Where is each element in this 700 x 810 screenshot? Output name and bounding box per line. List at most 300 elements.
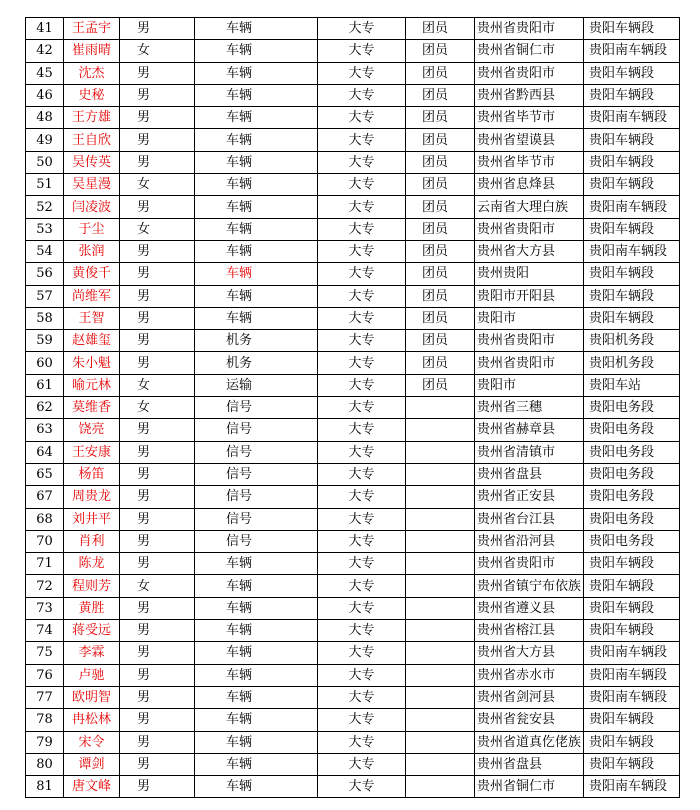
row-number: 64 [26, 441, 64, 463]
department-cell: 车辆 [195, 151, 318, 173]
origin-cell: 云南省大理白族 [475, 196, 584, 218]
department-cell: 车辆 [195, 753, 318, 775]
work-unit-cell: 贵阳车辆段 [584, 129, 680, 151]
origin-cell: 贵州省镇宁布依族 [475, 575, 584, 597]
row-number: 56 [26, 263, 64, 285]
political-status-cell [406, 397, 475, 419]
work-unit-cell: 贵阳电务段 [584, 463, 680, 485]
origin-cell: 贵州省正安县 [475, 486, 584, 508]
department-cell: 车辆 [195, 620, 318, 642]
table-row [26, 240, 680, 262]
department-cell: 车辆 [195, 731, 318, 753]
political-status-cell: 团员 [406, 352, 475, 374]
political-status-cell: 团员 [406, 62, 475, 84]
name-cell: 饶亮 [64, 419, 120, 441]
origin-cell: 贵州省台江县 [475, 508, 584, 530]
department-cell: 车辆 [195, 129, 318, 151]
row-number: 71 [26, 553, 64, 575]
table-row [26, 642, 680, 664]
origin-cell: 贵州贵阳 [475, 263, 584, 285]
education-cell: 大专 [318, 84, 406, 106]
name-cell: 肖利 [64, 530, 120, 552]
table-row [26, 151, 680, 173]
row-number: 68 [26, 508, 64, 530]
table-row [26, 620, 680, 642]
department-cell: 车辆 [195, 575, 318, 597]
political-status-cell: 团员 [406, 240, 475, 262]
department-cell: 车辆 [195, 709, 318, 731]
education-cell: 大专 [318, 374, 406, 396]
gender-cell: 男 [120, 307, 195, 329]
origin-cell: 贵州省毕节市 [475, 151, 584, 173]
education-cell: 大专 [318, 40, 406, 62]
name-cell: 冉松林 [64, 709, 120, 731]
department-cell: 车辆 [195, 40, 318, 62]
origin-cell: 贵州省大方县 [475, 642, 584, 664]
work-unit-cell: 贵阳车辆段 [584, 151, 680, 173]
name-cell: 黄俊千 [64, 263, 120, 285]
political-status-cell: 团员 [406, 307, 475, 329]
political-status-cell [406, 486, 475, 508]
row-number: 80 [26, 753, 64, 775]
table-row [26, 129, 680, 151]
row-number: 58 [26, 307, 64, 329]
political-status-cell: 团员 [406, 40, 475, 62]
name-cell: 王安康 [64, 441, 120, 463]
name-cell: 崔雨晴 [64, 40, 120, 62]
table-row [26, 731, 680, 753]
political-status-cell [406, 731, 475, 753]
work-unit-cell: 贵阳南车辆段 [584, 40, 680, 62]
education-cell: 大专 [318, 419, 406, 441]
origin-cell: 贵州省盘县 [475, 463, 584, 485]
education-cell: 大专 [318, 597, 406, 619]
table-row [26, 174, 680, 196]
table-row [26, 196, 680, 218]
department-cell: 机务 [195, 330, 318, 352]
gender-cell: 女 [120, 174, 195, 196]
name-cell: 李霖 [64, 642, 120, 664]
origin-cell: 贵阳市 [475, 374, 584, 396]
origin-cell: 贵州省剑河县 [475, 686, 584, 708]
education-cell: 大专 [318, 285, 406, 307]
education-cell: 大专 [318, 731, 406, 753]
roster-table [25, 17, 680, 798]
department-cell: 车辆 [195, 307, 318, 329]
work-unit-cell: 贵阳电务段 [584, 486, 680, 508]
political-status-cell: 团员 [406, 107, 475, 129]
education-cell: 大专 [318, 352, 406, 374]
table-row [26, 776, 680, 798]
political-status-cell [406, 553, 475, 575]
name-cell: 程则芳 [64, 575, 120, 597]
department-cell: 车辆 [195, 664, 318, 686]
origin-cell: 贵州省铜仁市 [475, 40, 584, 62]
work-unit-cell: 贵阳南车辆段 [584, 107, 680, 129]
row-number: 46 [26, 84, 64, 106]
gender-cell: 男 [120, 107, 195, 129]
row-number: 79 [26, 731, 64, 753]
name-cell: 张润 [64, 240, 120, 262]
education-cell: 大专 [318, 486, 406, 508]
gender-cell: 男 [120, 330, 195, 352]
work-unit-cell: 贵阳车辆段 [584, 174, 680, 196]
origin-cell: 贵州省贵阳市 [475, 352, 584, 374]
department-cell: 车辆 [195, 285, 318, 307]
origin-cell: 贵州省贵阳市 [475, 62, 584, 84]
education-cell: 大专 [318, 218, 406, 240]
origin-cell: 贵州省铜仁市 [475, 776, 584, 798]
table-row [26, 597, 680, 619]
gender-cell: 男 [120, 530, 195, 552]
gender-cell: 男 [120, 240, 195, 262]
department-cell: 信号 [195, 508, 318, 530]
gender-cell: 男 [120, 419, 195, 441]
name-cell: 宋令 [64, 731, 120, 753]
origin-cell: 贵阳市 [475, 307, 584, 329]
political-status-cell: 团员 [406, 196, 475, 218]
table-row [26, 508, 680, 530]
gender-cell: 男 [120, 731, 195, 753]
row-number: 77 [26, 686, 64, 708]
table-row [26, 40, 680, 62]
name-cell: 闫凌波 [64, 196, 120, 218]
table-row [26, 330, 680, 352]
gender-cell: 女 [120, 575, 195, 597]
table-row [26, 263, 680, 285]
row-number: 67 [26, 486, 64, 508]
education-cell: 大专 [318, 575, 406, 597]
gender-cell: 男 [120, 62, 195, 84]
table-row [26, 397, 680, 419]
table-row [26, 709, 680, 731]
origin-cell: 贵州省沿河县 [475, 530, 584, 552]
education-cell: 大专 [318, 330, 406, 352]
education-cell: 大专 [318, 620, 406, 642]
education-cell: 大专 [318, 397, 406, 419]
department-cell: 信号 [195, 486, 318, 508]
department-cell: 车辆 [195, 18, 318, 40]
gender-cell: 男 [120, 18, 195, 40]
education-cell: 大专 [318, 709, 406, 731]
table-row [26, 575, 680, 597]
gender-cell: 男 [120, 664, 195, 686]
department-cell: 车辆 [195, 218, 318, 240]
origin-cell: 贵州省毕节市 [475, 107, 584, 129]
origin-cell: 贵州省贵阳市 [475, 18, 584, 40]
name-cell: 吴传英 [64, 151, 120, 173]
work-unit-cell: 贵阳车辆段 [584, 709, 680, 731]
name-cell: 陈龙 [64, 553, 120, 575]
work-unit-cell: 贵阳车辆段 [584, 263, 680, 285]
name-cell: 沈杰 [64, 62, 120, 84]
political-status-cell [406, 441, 475, 463]
gender-cell: 男 [120, 84, 195, 106]
name-cell: 黄胜 [64, 597, 120, 619]
row-number: 70 [26, 530, 64, 552]
origin-cell: 贵州省黔西县 [475, 84, 584, 106]
gender-cell: 女 [120, 218, 195, 240]
political-status-cell [406, 664, 475, 686]
political-status-cell: 团员 [406, 285, 475, 307]
table-row [26, 374, 680, 396]
political-status-cell [406, 686, 475, 708]
name-cell: 王智 [64, 307, 120, 329]
gender-cell: 男 [120, 753, 195, 775]
education-cell: 大专 [318, 776, 406, 798]
name-cell: 赵雄玺 [64, 330, 120, 352]
row-number: 48 [26, 107, 64, 129]
gender-cell: 女 [120, 374, 195, 396]
political-status-cell [406, 597, 475, 619]
table-row [26, 352, 680, 374]
row-number: 72 [26, 575, 64, 597]
row-number: 54 [26, 240, 64, 262]
row-number: 59 [26, 330, 64, 352]
work-unit-cell: 贵阳电务段 [584, 508, 680, 530]
work-unit-cell: 贵阳南车辆段 [584, 240, 680, 262]
origin-cell: 贵阳市开阳县 [475, 285, 584, 307]
row-number: 78 [26, 709, 64, 731]
roster-body [26, 18, 680, 798]
row-number: 53 [26, 218, 64, 240]
education-cell: 大专 [318, 18, 406, 40]
education-cell: 大专 [318, 508, 406, 530]
row-number: 74 [26, 620, 64, 642]
origin-cell: 贵州省望谟县 [475, 129, 584, 151]
education-cell: 大专 [318, 463, 406, 485]
education-cell: 大专 [318, 664, 406, 686]
table-row [26, 553, 680, 575]
row-number: 75 [26, 642, 64, 664]
department-cell: 信号 [195, 419, 318, 441]
work-unit-cell: 贵阳电务段 [584, 530, 680, 552]
origin-cell: 贵州省赤水市 [475, 664, 584, 686]
row-number: 41 [26, 18, 64, 40]
education-cell: 大专 [318, 196, 406, 218]
row-number: 65 [26, 463, 64, 485]
political-status-cell [406, 753, 475, 775]
department-cell: 信号 [195, 530, 318, 552]
origin-cell: 贵州省瓮安县 [475, 709, 584, 731]
gender-cell: 男 [120, 463, 195, 485]
work-unit-cell: 贵阳电务段 [584, 441, 680, 463]
work-unit-cell: 贵阳车辆段 [584, 285, 680, 307]
name-cell: 王方雄 [64, 107, 120, 129]
origin-cell: 贵州省盘县 [475, 753, 584, 775]
work-unit-cell: 贵阳车辆段 [584, 218, 680, 240]
political-status-cell [406, 530, 475, 552]
political-status-cell [406, 642, 475, 664]
gender-cell: 男 [120, 151, 195, 173]
work-unit-cell: 贵阳车辆段 [584, 575, 680, 597]
origin-cell: 贵州省贵阳市 [475, 330, 584, 352]
origin-cell: 贵州省贵阳市 [475, 218, 584, 240]
row-number: 60 [26, 352, 64, 374]
education-cell: 大专 [318, 441, 406, 463]
name-cell: 史秘 [64, 84, 120, 106]
department-cell: 车辆 [195, 553, 318, 575]
gender-cell: 女 [120, 40, 195, 62]
education-cell: 大专 [318, 686, 406, 708]
origin-cell: 贵州省遵义县 [475, 597, 584, 619]
work-unit-cell: 贵阳机务段 [584, 330, 680, 352]
table-row [26, 18, 680, 40]
department-cell: 车辆 [195, 240, 318, 262]
political-status-cell: 团员 [406, 263, 475, 285]
gender-cell: 男 [120, 441, 195, 463]
work-unit-cell: 贵阳车辆段 [584, 307, 680, 329]
name-cell: 刘井平 [64, 508, 120, 530]
department-cell: 信号 [195, 397, 318, 419]
name-cell: 杨笛 [64, 463, 120, 485]
political-status-cell: 团员 [406, 18, 475, 40]
work-unit-cell: 贵阳电务段 [584, 419, 680, 441]
row-number: 73 [26, 597, 64, 619]
education-cell: 大专 [318, 307, 406, 329]
political-status-cell [406, 620, 475, 642]
political-status-cell [406, 508, 475, 530]
row-number: 61 [26, 374, 64, 396]
name-cell: 周贵龙 [64, 486, 120, 508]
table-row [26, 218, 680, 240]
gender-cell: 男 [120, 508, 195, 530]
name-cell: 吴星漫 [64, 174, 120, 196]
name-cell: 欧明智 [64, 686, 120, 708]
work-unit-cell: 贵阳车辆段 [584, 597, 680, 619]
table-row [26, 486, 680, 508]
political-status-cell: 团员 [406, 218, 475, 240]
gender-cell: 男 [120, 686, 195, 708]
name-cell: 王自欣 [64, 129, 120, 151]
gender-cell: 男 [120, 642, 195, 664]
political-status-cell [406, 463, 475, 485]
work-unit-cell: 贵阳车辆段 [584, 62, 680, 84]
work-unit-cell: 贵阳车站 [584, 374, 680, 396]
political-status-cell: 团员 [406, 151, 475, 173]
name-cell: 王孟宇 [64, 18, 120, 40]
row-number: 51 [26, 174, 64, 196]
education-cell: 大专 [318, 62, 406, 84]
table-row [26, 686, 680, 708]
name-cell: 莫维香 [64, 397, 120, 419]
row-number: 62 [26, 397, 64, 419]
gender-cell: 男 [120, 285, 195, 307]
work-unit-cell: 贵阳南车辆段 [584, 664, 680, 686]
origin-cell: 贵州省赫章县 [475, 419, 584, 441]
political-status-cell: 团员 [406, 129, 475, 151]
work-unit-cell: 贵阳南车辆段 [584, 686, 680, 708]
political-status-cell [406, 419, 475, 441]
education-cell: 大专 [318, 753, 406, 775]
department-cell: 车辆 [195, 196, 318, 218]
education-cell: 大专 [318, 151, 406, 173]
row-number: 52 [26, 196, 64, 218]
origin-cell: 贵州省清镇市 [475, 441, 584, 463]
education-cell: 大专 [318, 642, 406, 664]
work-unit-cell: 贵阳车辆段 [584, 553, 680, 575]
name-cell: 朱小魁 [64, 352, 120, 374]
row-number: 76 [26, 664, 64, 686]
name-cell: 蒋受远 [64, 620, 120, 642]
row-number: 63 [26, 419, 64, 441]
work-unit-cell: 贵阳南车辆段 [584, 196, 680, 218]
gender-cell: 男 [120, 709, 195, 731]
gender-cell: 男 [120, 486, 195, 508]
gender-cell: 男 [120, 553, 195, 575]
department-cell: 车辆 [195, 776, 318, 798]
work-unit-cell: 贵阳车辆段 [584, 18, 680, 40]
political-status-cell: 团员 [406, 374, 475, 396]
department-cell: 车辆 [195, 107, 318, 129]
row-number: 42 [26, 40, 64, 62]
name-cell: 唐文峰 [64, 776, 120, 798]
work-unit-cell: 贵阳车辆段 [584, 84, 680, 106]
department-cell: 运输 [195, 374, 318, 396]
department-cell: 机务 [195, 352, 318, 374]
education-cell: 大专 [318, 129, 406, 151]
political-status-cell: 团员 [406, 84, 475, 106]
origin-cell: 贵州省道真仡佬族 [475, 731, 584, 753]
work-unit-cell: 贵阳机务段 [584, 352, 680, 374]
education-cell: 大专 [318, 263, 406, 285]
table-row [26, 441, 680, 463]
origin-cell: 贵州省榕江县 [475, 620, 584, 642]
name-cell: 卢驰 [64, 664, 120, 686]
name-cell: 尚维军 [64, 285, 120, 307]
table-row [26, 753, 680, 775]
origin-cell: 贵州省息烽县 [475, 174, 584, 196]
table-row [26, 419, 680, 441]
work-unit-cell: 贵阳南车辆段 [584, 776, 680, 798]
origin-cell: 贵州省三穗 [475, 397, 584, 419]
work-unit-cell: 贵阳车辆段 [584, 620, 680, 642]
gender-cell: 男 [120, 597, 195, 619]
row-number: 50 [26, 151, 64, 173]
table-row [26, 107, 680, 129]
department-cell: 车辆 [195, 84, 318, 106]
political-status-cell [406, 575, 475, 597]
name-cell: 于尘 [64, 218, 120, 240]
table-row [26, 62, 680, 84]
department-cell: 车辆 [195, 597, 318, 619]
education-cell: 大专 [318, 553, 406, 575]
gender-cell: 男 [120, 263, 195, 285]
gender-cell: 男 [120, 620, 195, 642]
work-unit-cell: 贵阳车辆段 [584, 731, 680, 753]
name-cell: 喻元林 [64, 374, 120, 396]
table-row [26, 530, 680, 552]
gender-cell: 女 [120, 397, 195, 419]
political-status-cell [406, 709, 475, 731]
row-number: 49 [26, 129, 64, 151]
gender-cell: 男 [120, 129, 195, 151]
origin-cell: 贵州省贵阳市 [475, 553, 584, 575]
work-unit-cell: 贵阳车辆段 [584, 753, 680, 775]
gender-cell: 男 [120, 196, 195, 218]
table-row [26, 285, 680, 307]
political-status-cell [406, 776, 475, 798]
table-row [26, 84, 680, 106]
table-row [26, 307, 680, 329]
table-row [26, 664, 680, 686]
department-cell: 信号 [195, 441, 318, 463]
row-number: 57 [26, 285, 64, 307]
education-cell: 大专 [318, 107, 406, 129]
education-cell: 大专 [318, 174, 406, 196]
gender-cell: 男 [120, 776, 195, 798]
work-unit-cell: 贵阳南车辆段 [584, 642, 680, 664]
